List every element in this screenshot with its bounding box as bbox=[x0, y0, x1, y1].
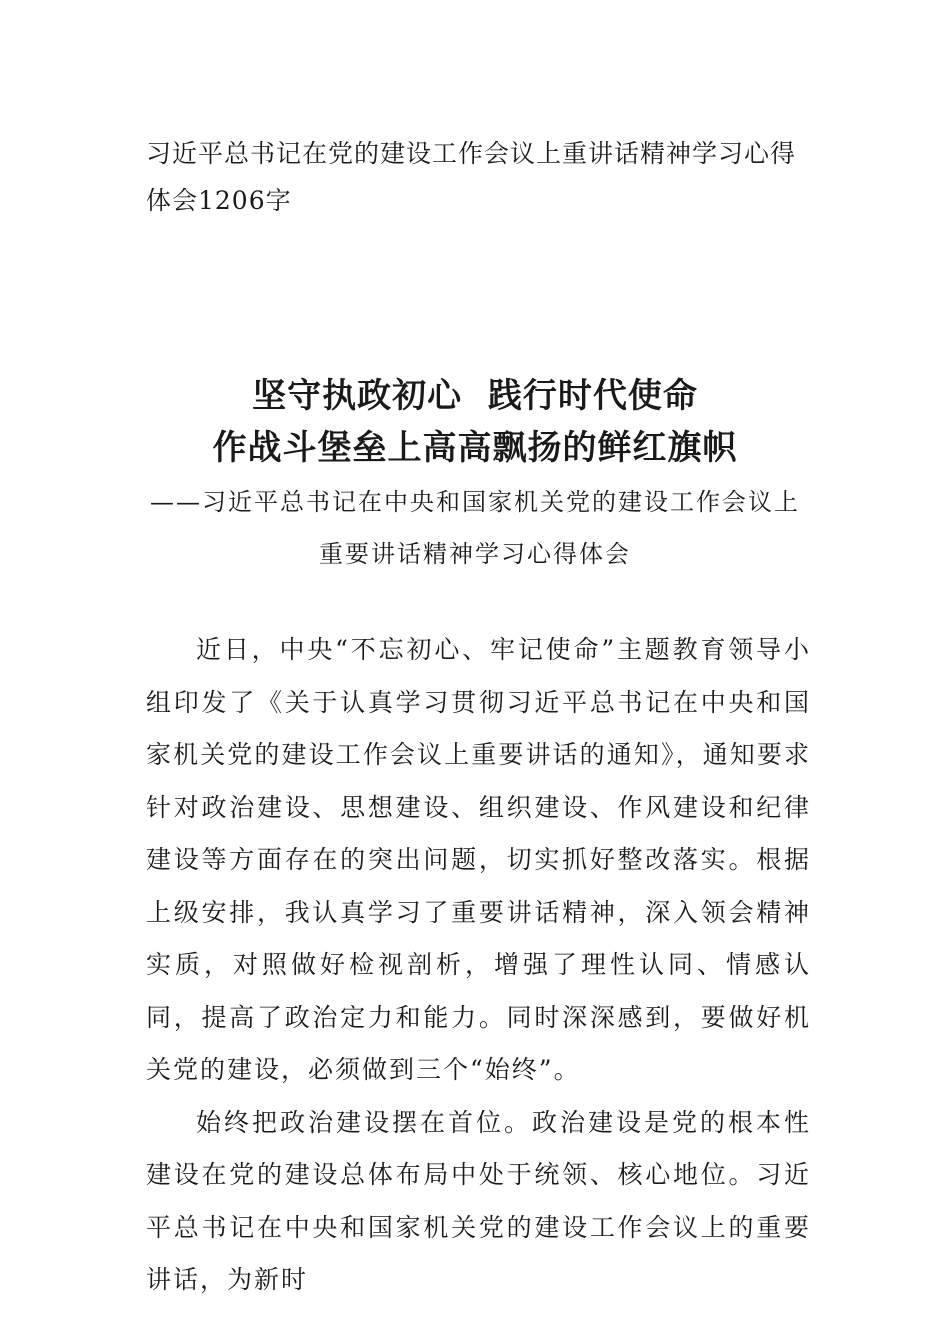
document-header-title: 习近平总书记在党的建设工作会议上重讲话精神学习心得体会1206字 bbox=[146, 139, 797, 215]
paragraph-1 bbox=[146, 624, 811, 1097]
paragraph-lead: 始终把政治建设摆在首位。 bbox=[196, 1107, 532, 1137]
paragraph-text: 政治建设是党的根本性建设在党的建设总体布局中处于统领、核心地位。习近平总书记在中央和国家机关党的建设工作会议上的重要讲话，为新时 bbox=[146, 1107, 811, 1294]
paragraph-text: 近日，中央“不忘初心、牢记使命”主题教育领导小组印发了《关于认真学习贯彻习近平总书记在中央和国家机关党的建设工作会议上重要讲话的通知》，通知要求针对政治建设、思想建设、组织建设、作风建设和纪律建设等方面存在的突出问题，切实抓好整改落实。根据上级安排，我认真学习了重要讲话精神，深入领会精神实质，对照做好检视剖析，增强了理性认同、情感认同，提高了政治定力和能力。同时深深感到，要做好机关党的建设，必须做到三个“始终”。 bbox=[146, 635, 811, 1084]
paragraph-2 bbox=[146, 1097, 811, 1307]
body-text bbox=[146, 624, 811, 1307]
subtitle-line-1: ——习近平总书记在中央和国家机关党的建设工作会议上 bbox=[150, 488, 800, 516]
main-title-line-2: 作战斗堡垒上高高飘扬的鲜红旗帜 bbox=[212, 428, 738, 468]
title-block bbox=[0, 370, 950, 580]
subtitle-line-2: 重要讲话精神学习心得体会 bbox=[319, 540, 631, 568]
main-title-line-1: 坚守执政初心 践行时代使命 bbox=[252, 376, 698, 416]
